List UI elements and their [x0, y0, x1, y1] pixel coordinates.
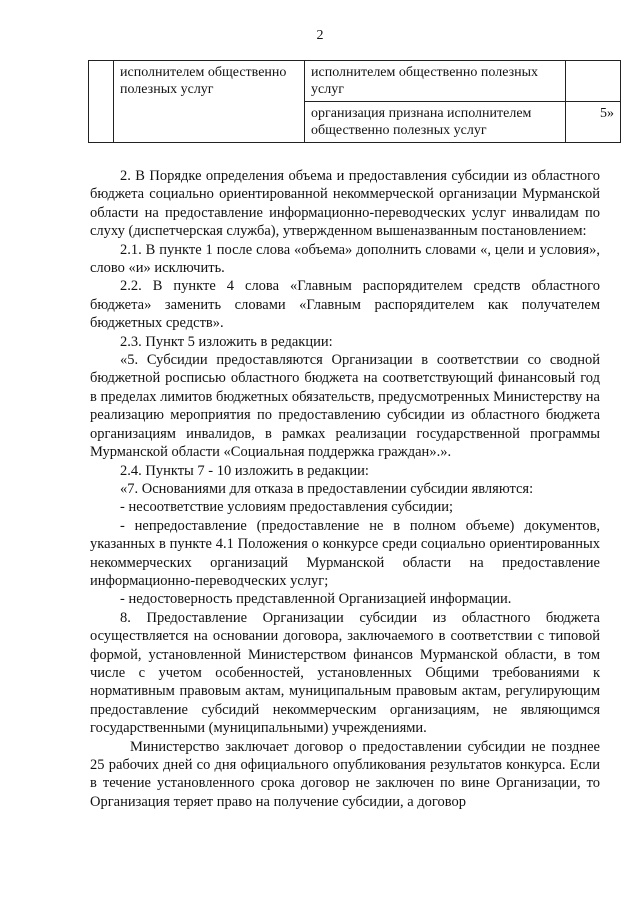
paragraph-quote-7: «7. Основаниями для отказа в предоставлении субсидии являются:	[120, 480, 534, 497]
continuation-table	[88, 60, 621, 143]
paragraph-2-3: 2.3. Пункт 5 изложить в редакции:	[120, 333, 333, 350]
table-cell-condition: исполнителем общественно полезных услуг	[305, 61, 566, 102]
table-row	[89, 61, 621, 102]
list-item: - несоответствие условиям предоставления субсидии;	[120, 499, 454, 516]
table-cell-condition: организация признана исполнителем общественно полезных услуг	[305, 102, 566, 143]
list-item: - недостоверность представленной Организацией информации.	[120, 591, 512, 608]
paragraph-8: 8. Предоставление Организации субсидии из областного бюджета осуществляется на основании договора, заключаемого в соответствии с типовой формой, установленной Министерством финансов Мурманской области, в том числе с учетом особенностей, установленных Общими требованиями к нормативным правовым актам, муниципальным правовым актам, регулирующим предоставление субсидий некоммерческим организациям, не являющимся государственными (муниципальными) учреждениями.	[90, 609, 600, 737]
paragraph-2-4: 2.4. Пункты 7 - 10 изложить в редакции:	[120, 462, 369, 479]
document-body	[90, 167, 600, 811]
list-item: - непредоставление (предоставление не в полном объеме) документов, указанных в пункте 4.1 Положения о конкурсе среди социально ориентированных некоммерческих организаций Мурманской области на предоставление информационно-переводческих услуг;	[90, 517, 600, 589]
table-cell-points: 5»	[566, 102, 621, 143]
paragraph-2-1: 2.1. В пункте 1 после слова «объема» дополнить словами «, цели и условия», слово «и» исключить.	[90, 241, 600, 277]
paragraph-2: 2. В Порядке определения объема и предоставления субсидии из областного бюджета социально ориентированной некоммерческой организации Мурманской области на предоставление информационно-переводческих услуг инвалидам по слуху (диспетчерская служба), утвержденном вышеназванным постановлением:	[90, 168, 600, 240]
table-cell-criterion: исполнителем общественно полезных услуг	[114, 61, 305, 143]
table-cell-empty	[89, 61, 114, 143]
paragraph-quote-5: «5. Субсидии предоставляются Организации в соответствии со сводной бюджетной росписью областного бюджета на соответствующий финансовый год в пределах лимитов бюджетных обязательств, предусмотренных Министерству на реализацию мероприятия по предоставлению субсидии из областного бюджета организациям инвалидов, в рамках реализации государственной программы Мурманской области «Социальная поддержка граждан».».	[90, 352, 600, 461]
paragraph-2-2: 2.2. В пункте 4 слова «Главным распорядителем средств областного бюджета» заменить словами «Главным распорядителем как получателем бюджетных средств».	[90, 278, 600, 332]
table-cell-points	[566, 61, 621, 102]
paragraph-ministry-contract: Министерство заключает договор о предоставлении субсидии не позднее 25 рабочих дней со дня официального опубликования результатов конкурса. Если в течение установленного срока договор не заключен по вине Организации, то Организация теряет право на получение субсидии, а договор	[90, 738, 600, 810]
page-number: 2	[316, 28, 324, 43]
